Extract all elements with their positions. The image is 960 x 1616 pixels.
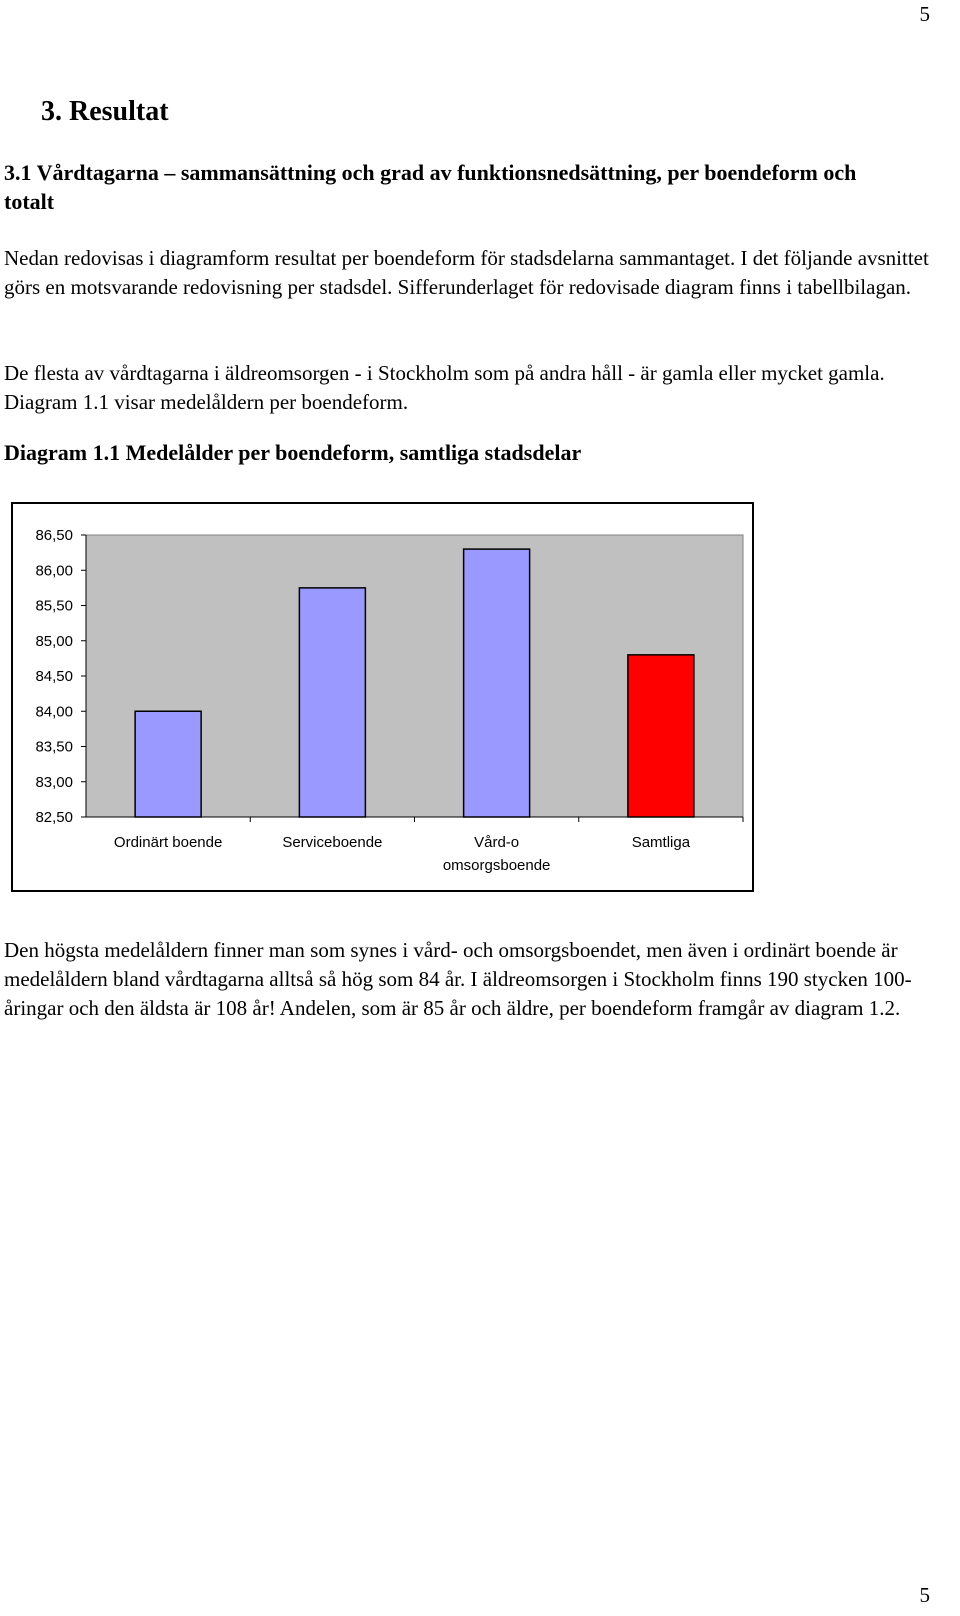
intro-paragraph: Nedan redovisas i diagramform resultat per boendeform för stadsdelarna sammantaget. I det följande avsnittet görs en motsvarande redovisning per stadsdel. Sifferunderlaget för redovisade diagram finns i tabellbilagan. [4, 246, 929, 299]
page-number-bottom: 5 [919, 1583, 930, 1607]
y-tick-label: 83,50 [35, 738, 73, 756]
y-tick-label: 84,50 [35, 668, 73, 685]
x-tick-label: Samtliga [631, 834, 691, 851]
bar [135, 711, 201, 817]
x-tick-label: omsorgsboende [442, 857, 551, 874]
page-number-top: 5 [919, 2, 930, 26]
x-tick-label: Vård-o [474, 834, 520, 851]
bar-chart [13, 504, 756, 894]
subsection-heading: 3.1 Vårdtagarna – sammansättning och grad av funktionsnedsättning, per boendeform och totalt [4, 160, 857, 214]
bar [299, 588, 365, 817]
y-tick-label: 86,00 [35, 562, 73, 580]
age-paragraph: De flesta av vårdtagarna i äldreomsorgen - i Stockholm som på andra håll - är gamla eller mycket gamla. Diagram 1.1 visar medelåldern per boendeform. [4, 361, 885, 414]
y-tick-label: 86,50 [35, 527, 73, 544]
bar [628, 655, 694, 817]
section-heading: 3. Resultat [41, 96, 169, 127]
x-tick-label: Serviceboende [282, 834, 383, 851]
chart-frame [11, 502, 754, 892]
conclusion-paragraph: Den högsta medelåldern finner man som synes i vård- och omsorgsboendet, men även i ordinärt boende är medelåldern bland vårdtagarna alltså så hög som 84 år. I äldreomsorgen i Stockholm finns 190 stycken 100-åringar och den äldsta är 108 år! Andelen, som är 85 år och äldre, per boendeform framgår av diagram 1.2. [4, 938, 912, 1020]
diagram-caption: Diagram 1.1 Medelålder per boendeform, samtliga stadsdelar [4, 440, 582, 465]
y-tick-label: 83,00 [35, 773, 73, 791]
y-tick-label: 82,50 [35, 809, 73, 826]
y-tick-label: 85,50 [35, 597, 73, 615]
y-tick-label: 84,00 [35, 703, 73, 721]
y-tick-label: 85,00 [35, 632, 73, 650]
bar [464, 549, 530, 817]
x-tick-label: Ordinärt boende [113, 834, 223, 851]
